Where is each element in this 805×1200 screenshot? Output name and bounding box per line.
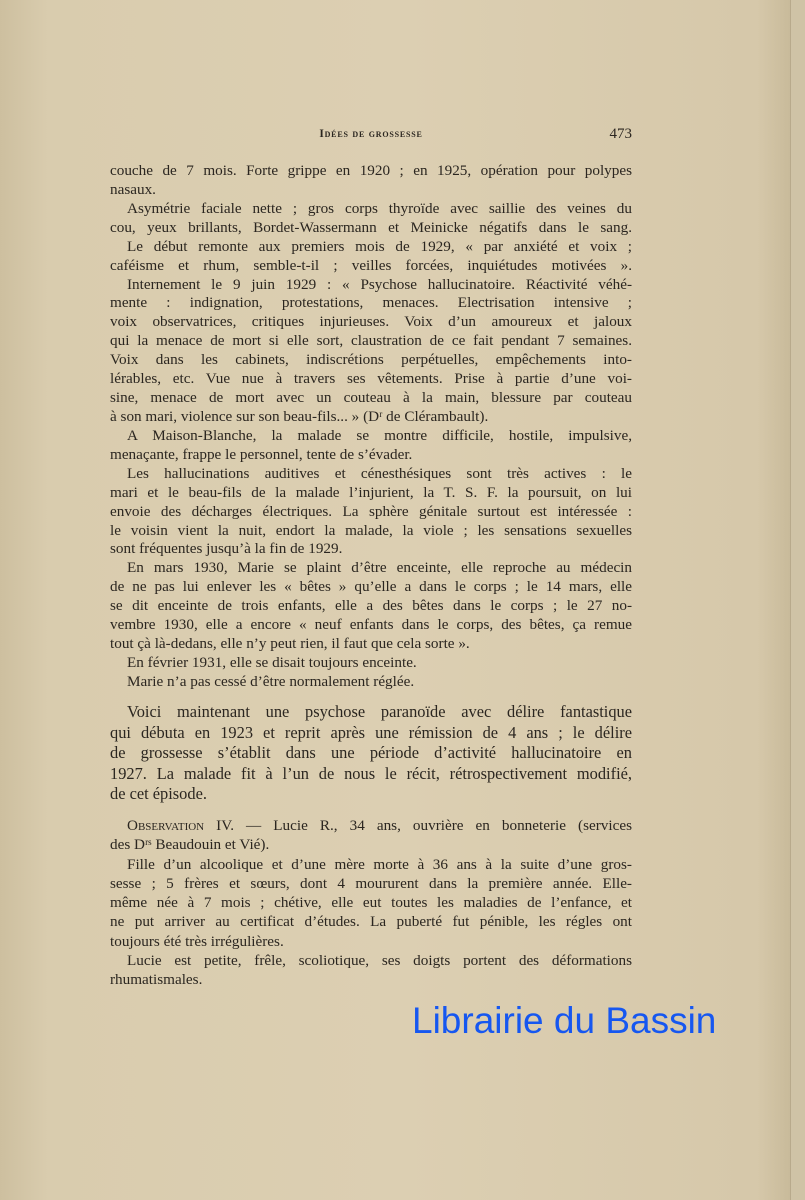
- text-line: lérables, etc. Vue nue à travers ses vêtements. Prise à partie d’une voi-: [110, 370, 632, 388]
- text-line: A Maison-Blanche, la malade se montre difficile, hostile, impulsive,: [127, 426, 632, 444]
- text-line: cou, yeux brillants, Bordet-Wassermann et Meinicke négatifs dans le sang.: [110, 218, 632, 236]
- text-line: Internement le 9 juin 1929 : « Psychose hallucinatoire. Réactivité véhé-: [127, 275, 632, 293]
- text-line: mente : indignation, protestations, menaces. Electrisation intensive ;: [110, 294, 632, 312]
- text-line: vembre 1930, elle a encore « neuf enfants dans le corps, des bêtes, ça remue: [110, 616, 632, 634]
- text-line: Voix dans les cabinets, indiscrétions perpétuelles, empêchements into-: [110, 351, 632, 369]
- text-line: Observation IV. — Lucie R., 34 ans, ouvrière en bonneterie (services: [127, 817, 632, 834]
- text-line: ne put arriver au certificat d’études. La puberté fut pénible, les régles ont: [110, 913, 632, 931]
- text-line: de cet épisode.: [110, 784, 207, 804]
- page-edge: [790, 0, 805, 1200]
- text-line: rhumatismales.: [110, 971, 203, 989]
- text-line: de grossesse s’établit dans une période d’activité hallucinatoire en: [110, 743, 632, 763]
- observation-iv-text: [110, 816, 632, 990]
- text-line: couche de 7 mois. Forte grippe en 1920 ; en 1925, opération pour polypes: [110, 162, 632, 179]
- text-line: qui la menace de mort si elle sort, claustration de ce fait pendant 7 semaines.: [110, 332, 632, 350]
- text-line: Asymétrie faciale nette ; gros corps thyroïde avec saillie des veines du: [127, 199, 632, 217]
- text-line: sine, menace de mort avec un couteau à la main, blessure par couteau: [110, 389, 632, 407]
- text-line: Fille d’un alcoolique et d’une mère morte à 36 ans à la suite d’une gros-: [127, 855, 632, 873]
- page-number: 473: [609, 126, 632, 142]
- watermark-librairie-du-bassin: Librairie du Bassin: [412, 1000, 717, 1041]
- intro-paragraph-lucie: [110, 702, 632, 805]
- text-line: mari et le beau-fils de la malade l’injurient, la T. S. F. la poursuit, on lui: [110, 483, 632, 501]
- text-line: Lucie est petite, frêle, scoliotique, ses doigts portent des déformations: [127, 952, 632, 970]
- text-line: 1927. La malade fit à l’un de nous le récit, rétrospectivement modifié,: [110, 763, 632, 783]
- text-line: tout çà là-dedans, elle n’y peut rien, il faut que cela sorte ».: [110, 635, 470, 653]
- text-line: qui débuta en 1923 et reprit après une rémission de 4 ans ; le délire: [110, 722, 632, 742]
- text-line: Voici maintenant une psychose paranoïde avec délire fantastique: [127, 702, 632, 721]
- text-line: à son mari, violence sur son beau-fils... » (Dʳ de Clérambault).: [110, 407, 489, 425]
- text-line: toujours été très irrégulières.: [110, 932, 284, 950]
- text-line: de ne pas lui enlever les « bêtes » qu’elle a dans le corps ; le 14 mars, elle: [110, 578, 632, 596]
- text-line: En février 1931, elle se disait toujours enceinte.: [127, 653, 417, 671]
- text-line: nasaux.: [110, 180, 156, 198]
- text-line: sont fréquentes jusqu’à la fin de 1929.: [110, 540, 343, 558]
- observation-text-marie: [110, 162, 632, 692]
- page-header: [110, 126, 632, 146]
- text-line: En mars 1930, Marie se plaint d’être enceinte, elle reproche au médecin: [127, 559, 632, 577]
- text-line: Marie n’a pas cessé d’être normalement réglée.: [127, 672, 415, 690]
- observation-label: Observation: [127, 817, 205, 834]
- text-line: même née à 7 mois ; chétive, elle eut toutes les maladies de l’enfance, et: [110, 894, 632, 912]
- text-line: voix observatrices, critiques injurieuses. Voix d’un amoureux et jaloux: [110, 313, 632, 331]
- text-line: caféisme et rhum, semble-t-il ; veilles forcées, inquiétudes motivées ».: [110, 256, 632, 274]
- text-line: Le début remonte aux premiers mois de 1929, « par anxiété et voix ;: [127, 237, 632, 255]
- running-title: Idées de grossesse: [319, 128, 423, 140]
- text-line: le voisin vient la nuit, endort la malade, la viole ; les sensations sexuelles: [110, 521, 632, 539]
- text-line: envoie des décharges électriques. La sphère génitale surtout est intéressée :: [110, 502, 632, 520]
- text-line: des Dʳˢ Beaudouin et Vié).: [110, 836, 270, 854]
- text-line: se dit enceinte de trois enfants, elle a des bêtes dans le corps ; le 27 no-: [110, 597, 632, 615]
- text-line: Les hallucinations auditives et cénesthésiques sont très actives : le: [127, 464, 632, 482]
- text-line: menaçante, frappe le personnel, tente de s’évader.: [110, 445, 413, 463]
- text-line: sesse ; 5 frères et sœurs, dont 4 moururent dans la première année. Elle-: [110, 874, 632, 892]
